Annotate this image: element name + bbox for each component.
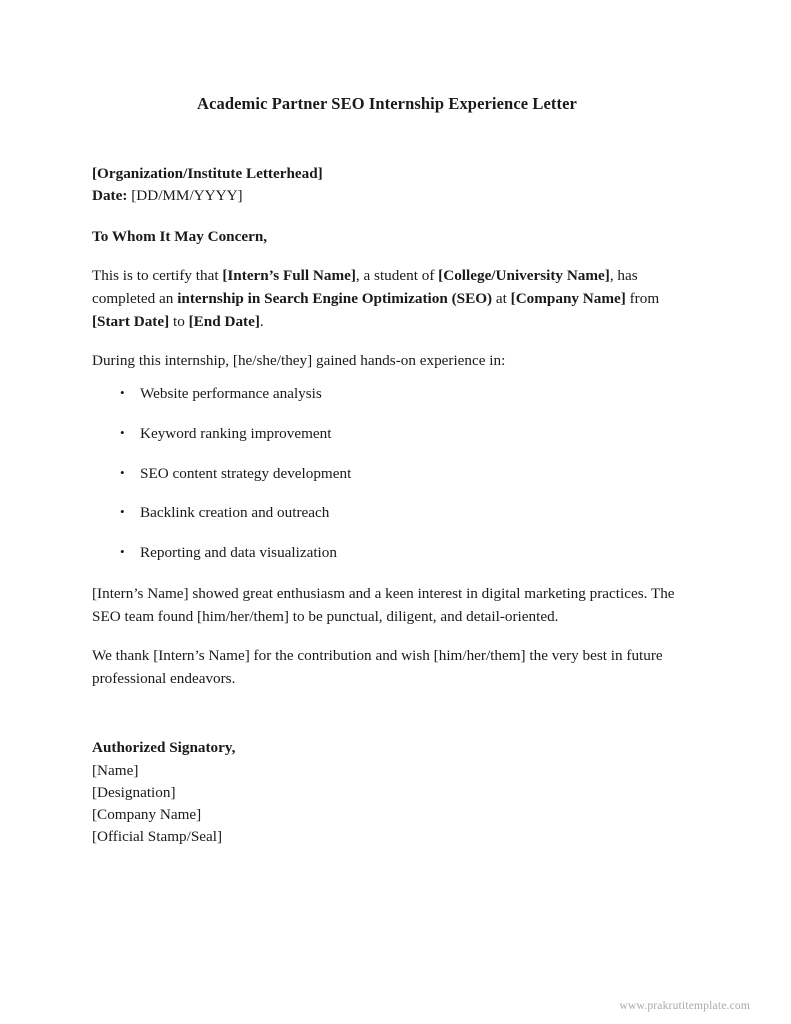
date-line	[92, 185, 682, 207]
closing-paragraph: We thank [Intern’s Name] for the contribution and wish [him/her/them] the very best in future professional endeavors.	[92, 647, 663, 688]
experience-intro: During this internship, [he/she/they] gained hands-on experience in:	[92, 351, 506, 369]
internship-role-text: internship in Search Engine Optimization (SEO)	[177, 289, 493, 307]
assessment-paragraph: [Intern’s Name] showed great enthusiasm and a keen interest in digital marketing practices. The SEO team found [him/her/them] to be punctual, diligent, and detail-oriented.	[92, 584, 675, 625]
intern-name-placeholder: [Intern’s Full Name]	[222, 266, 356, 284]
certify-seg-1: This is to certify that	[92, 266, 223, 284]
document-content	[92, 0, 682, 848]
list-item	[92, 423, 682, 446]
date-value: [DD/MM/YYYY]	[131, 187, 243, 205]
list-item	[92, 542, 682, 565]
bullet-icon: •	[120, 504, 125, 520]
certify-seg-3: , a student of	[355, 266, 439, 284]
list-item-label: SEO content strategy development	[140, 464, 352, 482]
certify-seg-11: to	[169, 312, 189, 330]
certify-seg-5: , has completed an	[92, 266, 638, 307]
bullet-icon: •	[120, 384, 125, 400]
closing-paragraph-group	[92, 582, 682, 690]
signatory-title: Authorized Signatory,	[92, 739, 236, 757]
company-name-placeholder: [Company Name]	[510, 289, 626, 307]
signatory-designation: [Designation]	[92, 784, 176, 802]
certify-seg-9: from	[625, 289, 660, 307]
certify-seg-7: at	[492, 289, 511, 307]
bullet-icon: •	[120, 544, 125, 560]
letterhead-block	[92, 163, 682, 207]
bullet-icon: •	[120, 424, 125, 440]
page-title: Academic Partner SEO Internship Experience Letter	[197, 94, 577, 113]
experience-list	[92, 383, 682, 565]
signature-block	[92, 737, 682, 848]
list-item	[92, 463, 682, 486]
college-name-placeholder: [College/University Name]	[438, 266, 610, 284]
list-item-label: Website performance analysis	[140, 384, 322, 402]
list-item	[92, 502, 682, 525]
list-item	[92, 383, 682, 406]
certify-seg-13: .	[259, 312, 264, 330]
list-item-label: Reporting and data visualization	[140, 544, 337, 562]
signatory-stamp: [Official Stamp/Seal]	[92, 828, 223, 846]
list-item-label: Backlink creation and outreach	[140, 504, 330, 522]
signatory-company: [Company Name]	[92, 806, 202, 824]
certify-paragraph	[92, 264, 682, 333]
letterhead-placeholder: [Organization/Institute Letterhead]	[92, 165, 323, 183]
end-date-placeholder: [End Date]	[188, 312, 260, 330]
footer-watermark: www.prakrutitemplate.com	[619, 1000, 750, 1012]
signatory-name: [Name]	[92, 762, 139, 780]
salutation: To Whom It May Concern,	[92, 227, 268, 245]
start-date-placeholder: [Start Date]	[92, 312, 170, 330]
date-label: Date:	[92, 187, 128, 205]
bullet-icon: •	[120, 464, 125, 480]
list-item-label: Keyword ranking improvement	[140, 424, 332, 442]
